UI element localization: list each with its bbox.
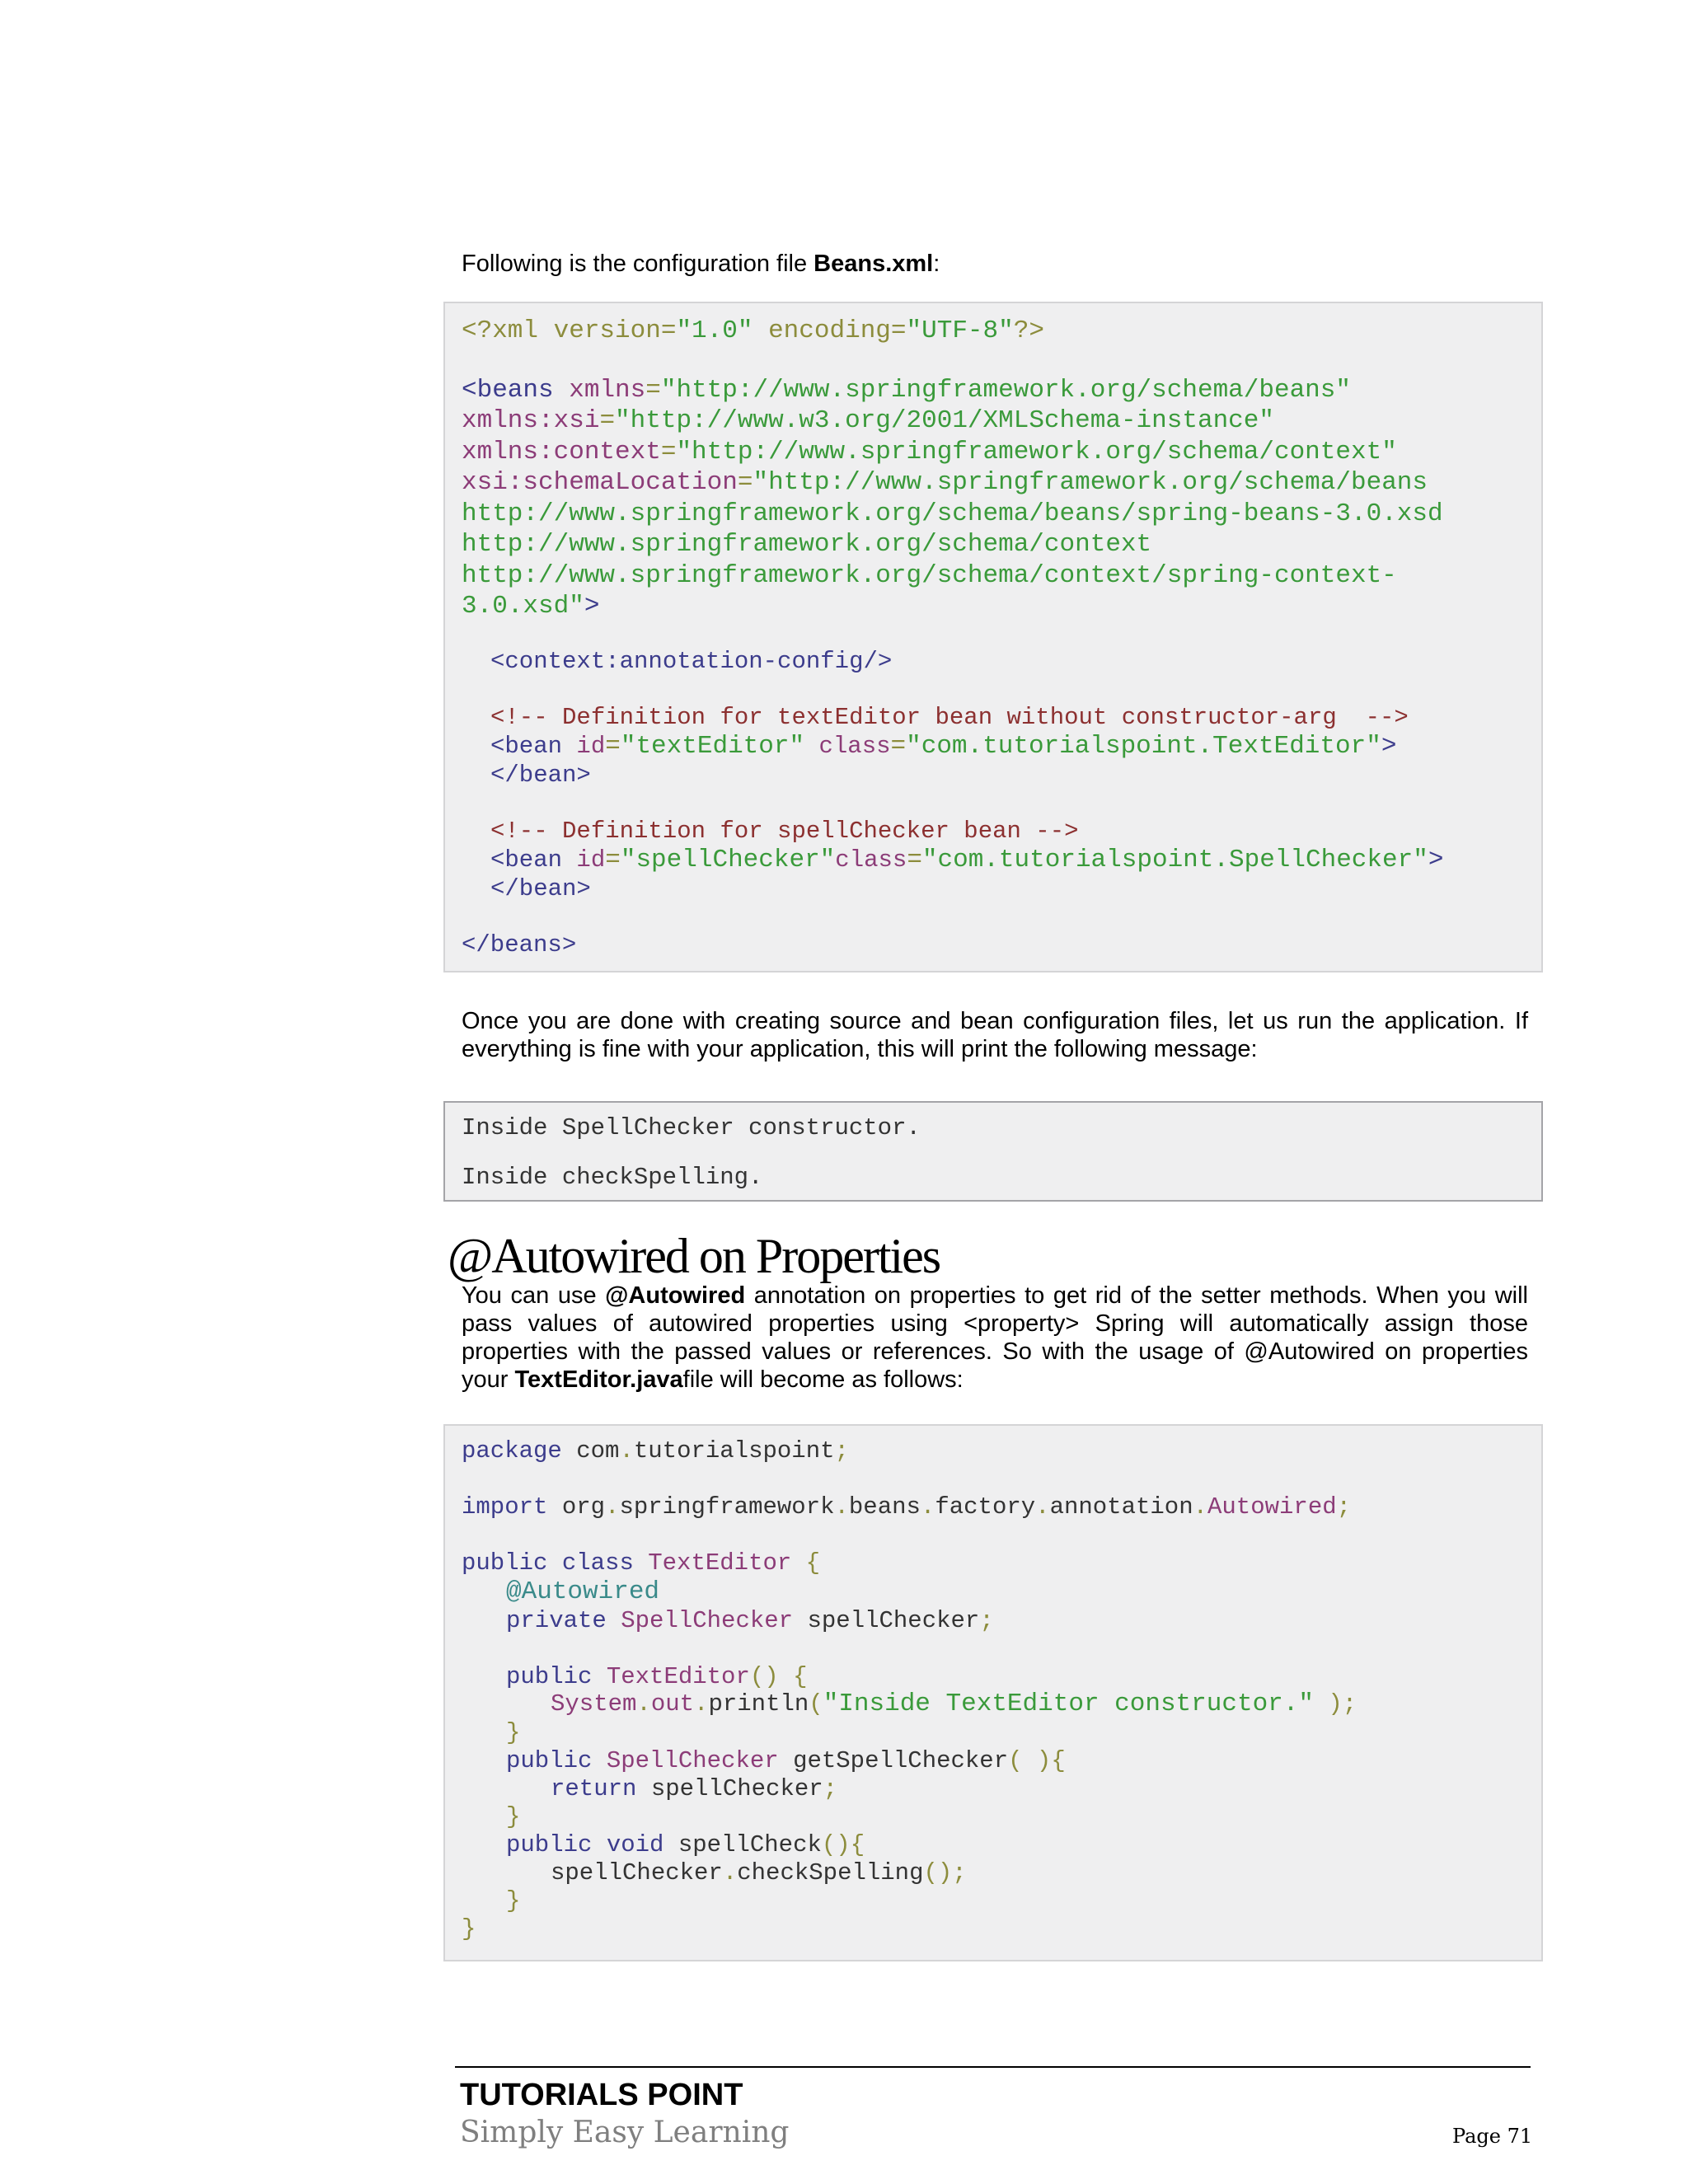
code-line: return spellChecker; [551, 1775, 838, 1802]
code-line: public TextEditor() { [506, 1663, 808, 1690]
output-block [443, 1101, 1543, 1202]
code-line: public SpellChecker getSpellChecker( ){ [506, 1747, 1066, 1774]
section-text: You can use @Autowired annotation on properties to get rid of the setter methods. When you will pass values of autowired properties using <property> Spring will automatically assign those properties with the passed values or references. So with the usage of @Autowired on properties your TextEditor.javafile will become as follows: [462, 1282, 1528, 1393]
page-number: Page 71 [1452, 2125, 1533, 2148]
code-line: </beans> [462, 931, 577, 958]
code-line: xmlns:xsi="http://www.w3.org/2001/XMLSchema-instance" [462, 406, 1274, 435]
java-code-block [443, 1424, 1543, 1961]
footer-brand: TUTORIALS POINT [460, 2078, 743, 2112]
code-line: http://www.springframework.org/schema/context [462, 530, 1152, 559]
code-line: } [506, 1887, 521, 1915]
code-line: spellChecker.checkSpelling(); [551, 1859, 967, 1886]
footer-divider [455, 2066, 1531, 2068]
code-line: </bean> [490, 762, 591, 789]
code-line: 3.0.xsd"> [462, 592, 600, 621]
code-line: } [462, 1915, 476, 1943]
code-line: http://www.springframework.org/schema/beans/spring-beans-3.0.xsd [462, 499, 1443, 528]
code-line: } [506, 1719, 521, 1746]
code-line: xmlns:context="http://www.springframework.org/schema/context" [462, 438, 1397, 466]
footer-tagline: Simply Easy Learning [460, 2116, 790, 2149]
code-line: package com.tutorialspoint; [462, 1437, 849, 1465]
code-line: System.out.println("Inside TextEditor constructor." ); [551, 1690, 1357, 1718]
code-line: public void spellCheck(){ [506, 1831, 865, 1858]
code-line: </bean> [490, 875, 591, 902]
output-line: Inside SpellChecker constructor. [462, 1114, 921, 1141]
output-line: Inside checkSpelling. [462, 1164, 763, 1191]
code-line: public class TextEditor { [462, 1549, 821, 1577]
code-line: private SpellChecker spellChecker; [506, 1607, 994, 1634]
code-line: } [506, 1803, 521, 1830]
code-line: xsi:schemaLocation="http://www.springframework.org/schema/beans [462, 468, 1428, 497]
code-line: <bean id="spellChecker"class="com.tutorialspoint.SpellChecker"> [490, 846, 1444, 874]
code-line: http://www.springframework.org/schema/context/spring-context- [462, 561, 1397, 590]
section-heading: @Autowired on Properties [448, 1229, 940, 1283]
run-instructions-text: Once you are done with creating source and bean configuration files, let us run the application. If everything is fine with your application, this will print the following message: [462, 1008, 1528, 1062]
code-line: @Autowired [506, 1577, 660, 1606]
code-comment: <!-- Definition for spellChecker bean --> [490, 818, 1079, 845]
xml-code-block [443, 302, 1543, 972]
code-line: <context:annotation-config/> [490, 648, 893, 675]
intro-text: Following is the configuration file Beans.xml: [462, 251, 940, 277]
code-comment: <!-- Definition for textEditor bean without constructor-arg --> [490, 704, 1409, 731]
filename-beans-xml: Beans.xml [814, 251, 934, 277]
code-line: <bean id="textEditor" class="com.tutorialspoint.TextEditor"> [490, 732, 1397, 761]
code-line: import org.springframework.beans.factory.annotation.Autowired; [462, 1493, 1352, 1521]
code-line: <beans xmlns="http://www.springframework.org/schema/beans" [462, 376, 1351, 405]
code-line: <?xml version="1.0" encoding="UTF-8"?> [462, 316, 1044, 345]
